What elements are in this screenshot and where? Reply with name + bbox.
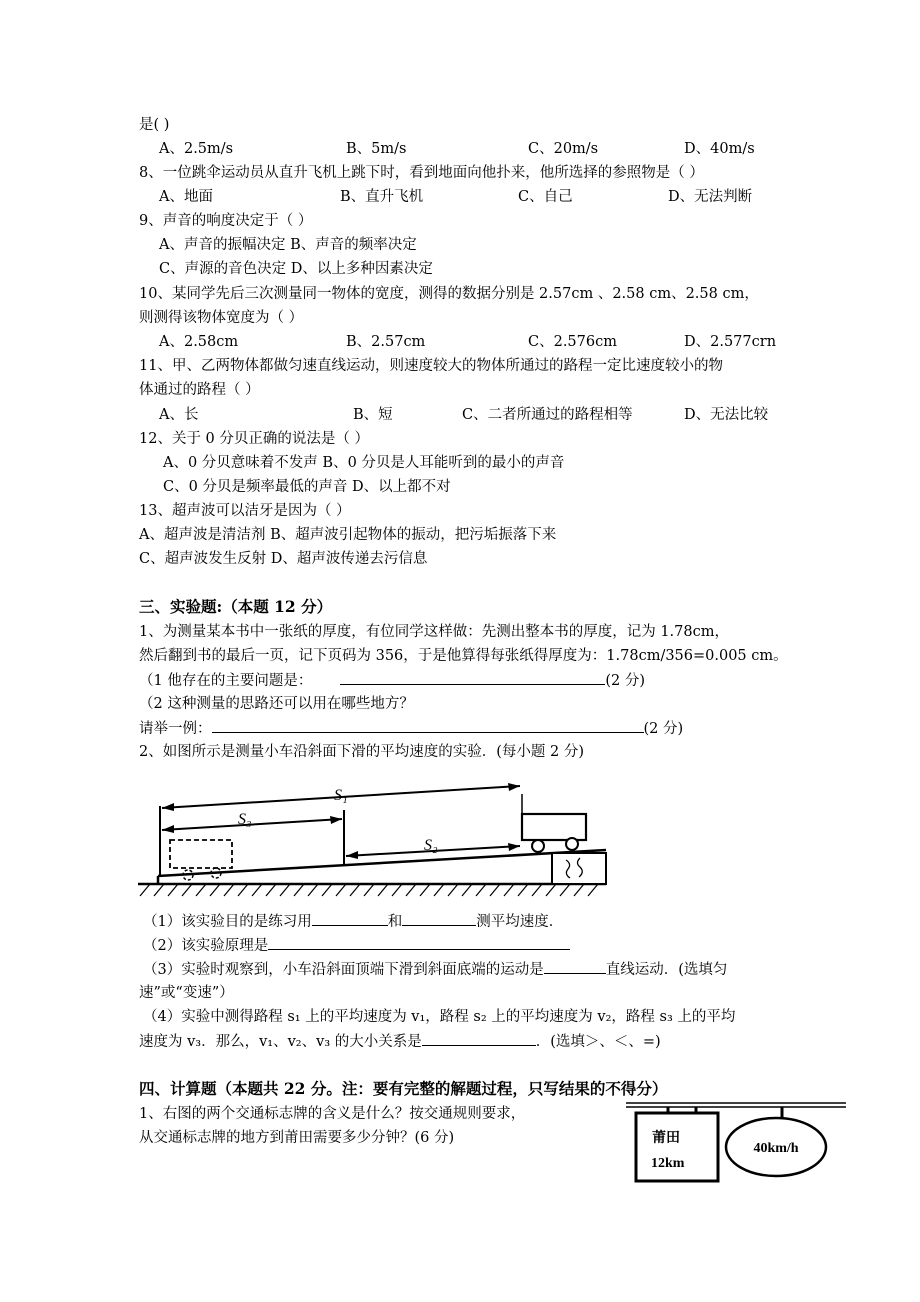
q10-option-c: C、2.576cm [528, 334, 617, 350]
support-block [552, 853, 606, 884]
exp2-part4-text-b: ．(选填＞、＜、=) [535, 1034, 661, 1050]
q10-option-a: A、2.58cm [159, 334, 239, 350]
exp2-part3-text-b: 直线运动．(选填匀 [605, 962, 728, 978]
label-s3: S₃ [238, 811, 252, 828]
calc1-line1: 1、右图的两个交通标志牌的含义是什么？按交通规则要求， [139, 1106, 526, 1122]
exp2-part4-line2 [139, 1031, 661, 1052]
label-s2: S₂ [424, 837, 438, 854]
q10-option-d: D、2.577crn [684, 334, 777, 350]
q7-option-a: A、2.5m/s [159, 141, 234, 157]
q9-options-line1: A、声音的振幅决定 B、声音的频率决定 [159, 237, 417, 253]
exp2-part1-text-c: 测平均速度． [476, 914, 564, 930]
q13-options-line1: A、超声波是清洁剂 B、超声波引起物体的振动，把污垢振落下来 [139, 527, 557, 543]
calc1-line2: 从交通标志牌的地方到莆田需要多少分钟？(6 分) [139, 1130, 455, 1146]
exp2-part3 [143, 959, 727, 980]
exp2-part2 [143, 935, 570, 956]
exp1-sub3-label: 请举一例： [139, 721, 212, 737]
exp2-stem: 2、如图所示是测量小车沿斜面下滑的平均速度的实验．(每小题 2 分) [139, 744, 584, 760]
exp1-line1: 1、为测量某本书中一张纸的厚度，有位同学这样做：先测出整本书的厚度，记为 1.78cm， [139, 624, 729, 640]
speed-limit-value: 40km/h [753, 1141, 799, 1156]
q9-stem: 9、声音的响度决定于（ ） [139, 213, 313, 229]
q10-stem-line2: 则测得该物体宽度为（ ） [139, 310, 304, 326]
distance-sign-km: 12km [651, 1156, 685, 1171]
exp1-sub1-score: (2 分) [605, 673, 645, 689]
q11-option-b: B、短 [353, 407, 393, 423]
exp2-part3-cont: 速”或“变速”） [139, 985, 234, 1001]
exp2-part3-text-a: （3）实验时观察到，小车沿斜面顶端下滑到斜面底端的运动是 [143, 962, 544, 978]
q8-stem: 8、一位跳伞运动员从直升飞机上跳下时，看到地面向他扑来，他所选择的参照物是（ ） [139, 165, 704, 181]
q11-option-a: A、长 [159, 407, 199, 423]
q7-stem-tail: 是( ) [139, 117, 170, 133]
exp2-part4-line1: （4）实验中测得路程 s₁ 上的平均速度为 v₁，路程 s₂ 上的平均速度为 v₂，路程 s₃ 上的平均 [143, 1009, 736, 1025]
q11-stem-line1: 11、甲、乙两物体都做匀速直线运动，则速度较大的物体所通过的路程一定比速度较小的物 [139, 358, 723, 374]
q8-option-b: B、直升飞机 [340, 189, 424, 205]
exp1-sub1-blank[interactable] [340, 670, 605, 685]
q10-option-b: B、2.57cm [346, 334, 426, 350]
q7-option-c: C、20m/s [528, 141, 599, 157]
exp1-sub2: （2 这种测量的思路还可以用在哪些地方？ [139, 696, 414, 712]
incline-figure [136, 774, 616, 904]
q13-options-line2: C、超声波发生反射 D、超声波传递去污信息 [139, 551, 428, 567]
q11-option-c: C、二者所通过的路程相等 [462, 407, 633, 423]
distance-sign-place: 莆田 [652, 1131, 680, 1146]
exp1-sub3-blank[interactable] [212, 718, 644, 733]
section3-title: 三、实验题:（本题 12 分） [139, 597, 333, 616]
q11-stem-line2: 体通过的路程（ ） [139, 382, 260, 398]
q11-option-d: D、无法比较 [684, 407, 769, 423]
exp2-part1-blank2[interactable] [402, 911, 476, 926]
ground-hatching [140, 884, 598, 896]
section4-title: 四、计算题（本题共 22 分。注：要有完整的解题过程，只写结果的不得分） [139, 1079, 668, 1098]
exp2-part1 [143, 911, 563, 932]
q12-stem: 12、关于 0 分贝正确的说法是（ ） [139, 431, 370, 447]
q12-options-line1: A、0 分贝意味着不发声 B、0 分贝是人耳能听到的最小的声音 [163, 455, 565, 471]
q8-option-a: A、地面 [159, 189, 213, 205]
exp2-part4-text-a: 速度为 v₃．那么，v₁、v₂、v₃ 的大小关系是 [139, 1034, 422, 1050]
traffic-signs [620, 1097, 852, 1189]
exp1-sub1-label: （1 他存在的主要问题是： [139, 673, 313, 689]
q7-option-b: B、5m/s [346, 141, 407, 157]
q13-stem: 13、超声波可以洁牙是因为（ ） [139, 503, 351, 519]
exp1-sub3-score: (2 分) [643, 721, 684, 737]
q7-option-d: D、40m/s [684, 141, 755, 157]
exp1-sub3 [139, 718, 683, 739]
exp2-part1-text-b: 和 [387, 914, 403, 930]
q9-options-line2: C、声源的音色决定 D、以上多种因素决定 [159, 261, 433, 277]
label-s1: S₁ [334, 787, 348, 804]
q10-stem-line1: 10、某同学先后三次测量同一物体的宽度，测得的数据分别是 2.57cm 、2.58 cm、2.58 cm， [139, 286, 759, 302]
q8-option-c: C、自己 [518, 189, 573, 205]
exp2-part2-text: （2）该实验原理是 [143, 938, 269, 954]
exp2-part1-blank1[interactable] [312, 911, 388, 926]
s3-arrow [162, 819, 342, 830]
cart-top [522, 814, 586, 840]
q12-options-line2: C、0 分贝是频率最低的声音 D、以上都不对 [163, 479, 451, 495]
exp2-part2-blank[interactable] [268, 935, 570, 950]
exp1-sub1 [139, 670, 645, 691]
cart-bottom-dashed [170, 840, 232, 868]
exp1-line2: 然后翻到书的最后一页，记下页码为 356，于是他算得每张纸得厚度为：1.78cm/356=0.005 cm。 [139, 648, 788, 664]
q8-option-d: D、无法判断 [668, 189, 753, 205]
exp2-part4-blank[interactable] [422, 1031, 536, 1046]
exp2-part1-text-a: （1）该实验目的是练习用 [143, 914, 312, 930]
exp2-part3-blank[interactable] [544, 959, 606, 974]
